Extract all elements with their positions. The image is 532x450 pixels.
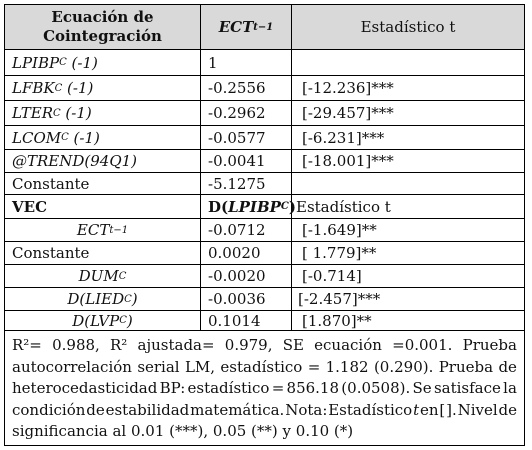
footnote-word: Estadístico: [328, 400, 413, 419]
coint_rows-variable-label: LTER: [12, 104, 53, 122]
coint_rows-variable-cell: [5, 126, 201, 149]
coint_rows-variable-suffix: (-1): [62, 79, 94, 97]
footnote-word: SE: [282, 336, 304, 354]
footnote-lines: [12, 335, 517, 443]
vec_rows-variable-label: D(LIED: [67, 290, 125, 308]
footnote-word: LM,: [184, 357, 216, 376]
footnote-word: de: [86, 400, 105, 419]
vec-dep-pre: D(: [208, 197, 229, 216]
vec_rows-t-statistic: [-2.457]***: [298, 290, 381, 308]
coint_rows-t-statistic: [-12.236]***: [302, 79, 394, 97]
header-col1-line2: Cointegración: [43, 27, 162, 45]
coint_rows-variable-label: LFBK: [12, 79, 55, 97]
coint_rows-coefficient: 1: [201, 50, 292, 75]
coint_rows-variable-subscript: C: [59, 57, 67, 68]
footnote-word: [: [439, 400, 446, 419]
vec_rows-variable-cell: [5, 219, 201, 241]
footnote-word: 1.182: [325, 357, 369, 376]
vec_rows-variable-cell: [5, 242, 201, 264]
header-cointegration-equation: [5, 5, 201, 49]
vec_rows-row: [5, 219, 524, 242]
vec-dep-var: LPIBP: [228, 197, 281, 216]
coint_rows-variable-cell: [5, 150, 201, 172]
header-ect-label: ECT: [218, 18, 254, 36]
vec_rows-coefficient: -0.0036: [201, 288, 292, 310]
regression-results-table: [4, 4, 525, 446]
footnote-word: t: [413, 400, 420, 419]
vec_rows-variable-label: D(LVP: [72, 311, 120, 330]
coint_rows-variable-cell: [5, 101, 201, 125]
footnote-word: Prueba: [438, 357, 494, 376]
vec_rows-coefficient: 0.0020: [201, 242, 292, 264]
vec_rows-variable-cell: [5, 311, 201, 330]
footnote-word: ].: [446, 400, 457, 419]
footnote-word: R²: [110, 336, 128, 354]
vec_rows-t-statistic: [-1.649]**: [302, 221, 377, 239]
coint_rows-coefficient: -0.0041: [201, 150, 292, 172]
coint_rows-coefficient: -0.2556: [201, 76, 292, 100]
footnote-word: Se: [412, 379, 432, 397]
coint_rows-row: [5, 101, 524, 126]
footnote-word: heterocedasticidad: [12, 379, 158, 397]
header-col1-line1: Ecuación de: [51, 8, 154, 26]
footnote-line: [12, 357, 517, 379]
footnote-word: matemática.: [190, 400, 285, 419]
footnote-word: de: [498, 357, 517, 376]
header-ect-sub: t−1: [253, 21, 274, 33]
vec_rows-variable-cell: [5, 288, 201, 310]
vec-dep-sub: C: [280, 201, 289, 212]
footnote-word: BP:: [159, 379, 186, 397]
vec_rows-row: [5, 311, 524, 331]
vec_rows-variable-subscript: C: [124, 293, 132, 305]
vec_rows-variable-suffix: ): [126, 311, 133, 330]
vec_rows-variable-label: Constante: [12, 244, 90, 262]
footnote-line: [12, 335, 517, 357]
vec_rows-t-statistic: [-0.714]: [302, 267, 362, 285]
vec_rows-row: [5, 265, 524, 288]
coint_rows-coefficient: -5.1275: [201, 173, 292, 194]
footnote-word: (0.290).: [373, 357, 434, 376]
vec_rows-variable-label: ECT: [76, 221, 110, 239]
footnote-word: estabilidad: [105, 400, 190, 419]
coint_rows-variable-label: LCOM: [12, 128, 62, 147]
vec_rows-t-statistic: [ 1.779]**: [302, 244, 377, 262]
vec_rows-coefficient: -0.0020: [201, 265, 292, 287]
footnote-word: autocorrelación: [12, 357, 132, 376]
footnote-word: serial: [137, 357, 180, 376]
coint_rows-row: [5, 76, 524, 101]
footnote-word: en: [419, 400, 439, 419]
footnote-word: 0.979,: [224, 336, 273, 354]
coint_rows-variable-cell: [5, 50, 201, 75]
footnote-word: estadístico: [220, 357, 303, 376]
footnote-word: Nota:: [285, 400, 328, 419]
coint_rows-t-statistic: [-29.457]***: [302, 104, 394, 122]
footnote-word: de: [498, 400, 517, 419]
vec_rows-variable-subscript: t−1: [109, 224, 129, 236]
table-footnote: [5, 331, 524, 447]
footnote-line: [12, 378, 517, 400]
footnote-word: estadístico: [187, 379, 270, 397]
footnote-word: Nivel: [457, 400, 498, 419]
coint_rows-row: [5, 50, 524, 76]
header-t-statistic-label: Estadístico t: [360, 18, 456, 36]
footnote-word: =0.001.: [392, 336, 453, 354]
vec_rows-variable-cell: [5, 265, 201, 287]
coint_rows-variable-cell: [5, 173, 201, 194]
coint_rows-coefficient: -0.2962: [201, 101, 292, 125]
vec_rows-row: [5, 288, 524, 311]
vec_rows-coefficient: 0.1014: [201, 311, 292, 330]
coint_rows-t-statistic: [-6.231]***: [302, 128, 385, 147]
vec_rows-row: [5, 242, 524, 265]
vec-label: VEC: [5, 195, 201, 218]
footnote-word: satisface: [433, 379, 501, 397]
footnote-word: significancia al 0.01 (***), 0.05 (**) y 0.10 (*): [12, 422, 354, 440]
coint_rows-variable-label: LPIBP: [12, 53, 60, 72]
vec_rows-variable-suffix: ): [131, 290, 138, 308]
vec-dependent-variable: [201, 195, 296, 218]
coint_rows-t-statistic: [292, 50, 524, 75]
footnote-word: R²=: [12, 336, 42, 354]
table-header-row: [5, 5, 524, 50]
coint_rows-variable-label: Constante: [12, 174, 90, 193]
vec_rows-t-statistic: [1.870]**: [302, 311, 372, 330]
footnote-word: Prueba: [462, 336, 517, 354]
coint_rows-variable-suffix: (-1): [68, 128, 100, 147]
coint_rows-row: [5, 150, 524, 173]
coint_rows-variable-label: @TREND(94Q1): [12, 152, 138, 170]
coint_rows-variable-cell: [5, 76, 201, 100]
footnote-word: =: [271, 379, 285, 397]
header-ect: [201, 5, 292, 49]
footnote-word: 856.18: [286, 379, 340, 397]
footnote-word: 0.988,: [52, 336, 100, 354]
coint_rows-t-statistic: [-18.001]***: [302, 152, 394, 170]
vec_rows-variable-subscript: C: [119, 315, 127, 326]
footnote-word: (0.0508).: [341, 379, 411, 397]
coint_rows-t-statistic: [292, 173, 524, 194]
vec-t-statistic-header: Estadístico t: [296, 197, 391, 216]
footnote-word: condición: [12, 400, 86, 419]
coint_rows-variable-suffix: (-1): [60, 104, 92, 122]
vec_rows-coefficient: -0.0712: [201, 219, 292, 241]
vec_rows-variable-subscript: C: [118, 270, 127, 282]
coint_rows-variable-subscript: C: [61, 132, 69, 143]
footnote-word: la: [503, 379, 517, 397]
vec_rows-variable-label: DUM: [78, 267, 119, 285]
header-t-statistic: [292, 5, 524, 49]
footnote-line: [12, 421, 517, 443]
coint_rows-row: [5, 126, 524, 150]
vec-dep-post: ): [288, 197, 296, 216]
coint_rows-variable-suffix: (-1): [66, 53, 98, 72]
footnote-word: ecuación: [314, 336, 382, 354]
vec-header-row: [5, 195, 524, 219]
coint_rows-row: [5, 173, 524, 195]
coint_rows-variable-subscript: C: [53, 107, 61, 119]
coint_rows-variable-subscript: C: [54, 82, 63, 94]
footnote-word: ajustada=: [137, 336, 215, 354]
footnote-word: =: [307, 357, 321, 376]
footnote-line: [12, 400, 517, 422]
coint_rows-coefficient: -0.0577: [201, 126, 292, 149]
